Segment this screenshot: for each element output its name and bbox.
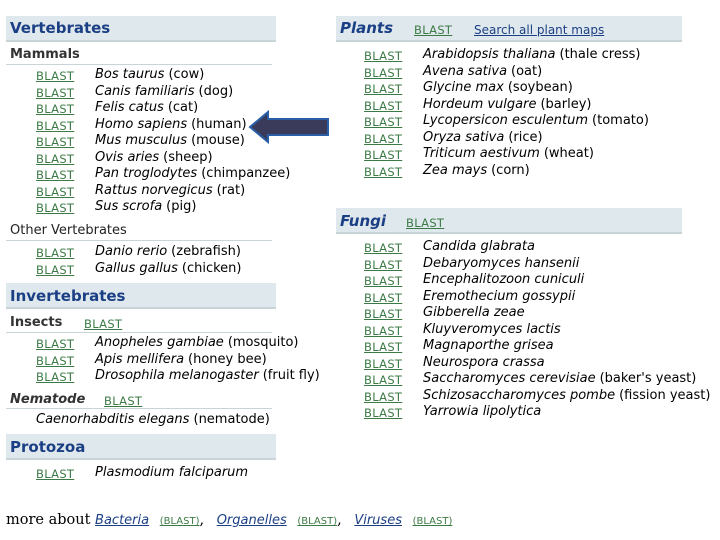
organism-scientific-name: Debaryomyces hansenii [423, 255, 580, 271]
organism-item[interactable] [423, 355, 545, 370]
blast-link[interactable]: BLAST [364, 98, 403, 113]
organism-common-name: (thale cress) [559, 47, 641, 62]
organism-scientific-name: Encephalitozoon cuniculi [423, 272, 585, 287]
organism-scientific-name: Mus musculus [95, 133, 188, 148]
organism-common-name: (sheep) [163, 149, 213, 165]
organism-common-name: (dog) [198, 83, 234, 99]
insects-label: Insects [10, 315, 63, 330]
organism-scientific-name: Bos taurus [95, 67, 165, 82]
footer-comma-1: , [199, 512, 205, 528]
blast-link[interactable]: BLAST [364, 131, 403, 146]
organism-scientific-name: Canis familiaris [95, 83, 195, 99]
organism-item[interactable] [423, 404, 541, 419]
organism-common-name: (wheat) [543, 146, 594, 161]
blast-link[interactable]: BLAST [36, 151, 75, 166]
organism-item[interactable] [423, 272, 584, 287]
fungi-title: Fungi [340, 212, 387, 230]
nematode-rule [6, 408, 272, 409]
organism-scientific-name: Zea mays [423, 162, 488, 178]
protozoa-title: Protozoa [10, 438, 86, 456]
blast-link[interactable]: BLAST [364, 65, 403, 80]
organism-item[interactable] [95, 352, 267, 367]
arrow-left-icon [248, 110, 332, 144]
blast-link[interactable]: BLAST [364, 49, 403, 63]
organism-item[interactable] [95, 183, 245, 198]
organism-scientific-name: Apis mellifera [95, 351, 185, 367]
organism-scientific-name: Kluyveromyces lactis [423, 321, 561, 337]
organism-item[interactable] [423, 130, 543, 145]
organism-scientific-name: Pan troglodytes [95, 166, 198, 181]
organism-scientific-name: Schizosaccharomyces pombe [423, 387, 616, 403]
blast-link[interactable]: BLAST [364, 241, 403, 255]
organism-item[interactable] [423, 47, 640, 62]
organism-item[interactable] [423, 289, 575, 304]
organism-common-name: (cow) [168, 67, 205, 82]
organism-common-name: (oat) [511, 63, 543, 79]
footer-links [6, 512, 452, 528]
organism-scientific-name: Gibberella zeae [423, 305, 525, 320]
organism-common-name: (fission yeast) [619, 387, 711, 403]
organism-item[interactable] [423, 371, 696, 386]
organism-common-name: (rat) [216, 182, 246, 198]
organism-scientific-name: Yarrowia lipolytica [423, 404, 542, 419]
blast-link[interactable]: BLAST [36, 467, 75, 481]
organism-scientific-name: Ovis aries [95, 149, 160, 165]
organism-common-name: (cat) [167, 100, 199, 115]
organism-item[interactable] [95, 166, 290, 181]
organism-item[interactable] [95, 84, 233, 99]
footer-prefix: more about [6, 512, 91, 528]
organism-item[interactable] [95, 335, 299, 350]
invertebrates-title: Invertebrates [10, 287, 126, 305]
blast-link[interactable]: BLAST [36, 168, 75, 182]
mammals-rule [6, 64, 272, 65]
blast-link[interactable]: BLAST [364, 389, 403, 404]
organism-item[interactable] [423, 64, 542, 79]
organism-common-name: (rice) [508, 129, 543, 145]
other-vertebrates-label: Other Vertebrates [10, 223, 127, 238]
mammals-label: Mammals [10, 47, 80, 62]
blast-link[interactable]: BLAST [36, 262, 75, 277]
blast-link[interactable]: BLAST [36, 337, 75, 351]
viruses-blast-link[interactable]: (BLAST) [412, 516, 453, 527]
organism-common-name: (barley) [540, 96, 592, 112]
bacteria-link[interactable]: Bacteria [95, 513, 150, 528]
organism-common-name: (chimpanzee) [201, 166, 291, 181]
organism-item[interactable] [423, 113, 649, 128]
nematode-item[interactable] [36, 412, 270, 427]
footer-comma-2: , [337, 512, 342, 528]
organism-scientific-name: Sus scrofa [95, 199, 163, 214]
blast-link[interactable]: BLAST [364, 307, 403, 321]
organism-item[interactable] [423, 80, 573, 95]
blast-link[interactable]: BLAST [364, 257, 403, 272]
organism-item[interactable] [95, 199, 196, 214]
organelles-link[interactable]: Organelles [216, 513, 287, 528]
organism-common-name: (mouse) [191, 133, 245, 148]
blast-link[interactable]: BLAST [364, 373, 403, 387]
organism-scientific-name: Arabidopsis thaliana [423, 47, 556, 62]
blast-link[interactable]: BLAST [364, 323, 403, 338]
organism-common-name: (human) [191, 116, 247, 132]
organism-item[interactable] [423, 388, 710, 403]
organism-item[interactable] [95, 67, 204, 82]
blast-link[interactable]: BLAST [36, 201, 75, 215]
nematode-sci: Caenorhabditis elegans [36, 412, 190, 427]
organism-scientific-name: Eremothecium gossypii [423, 288, 576, 304]
insects-blast-link[interactable]: BLAST [84, 317, 123, 331]
fungi-blast-link[interactable]: BLAST [406, 216, 445, 230]
organism-scientific-name: Oryza sativa [423, 129, 505, 145]
nematode-label: Nematode [10, 392, 86, 407]
organism-item[interactable] [95, 117, 247, 132]
nematode-common: (nematode) [193, 412, 270, 427]
organism-item[interactable] [423, 322, 561, 337]
insects-rule [6, 332, 272, 333]
blast-link[interactable]: BLAST [364, 148, 403, 162]
organism-scientific-name: Saccharomyces cerevisiae [423, 371, 596, 386]
blast-link[interactable]: BLAST [36, 370, 75, 384]
blast-link[interactable]: BLAST [36, 246, 75, 260]
organism-item[interactable] [95, 368, 320, 383]
organism-common-name: (baker's yeast) [599, 371, 697, 386]
blast-link[interactable]: BLAST [364, 356, 403, 371]
organelles-blast-link[interactable]: (BLAST) [297, 516, 338, 527]
organism-item[interactable] [95, 244, 241, 259]
organism-scientific-name: Candida glabrata [423, 239, 535, 254]
organism-item[interactable] [423, 146, 594, 161]
organism-item[interactable] [423, 256, 579, 271]
blast-link[interactable]: BLAST [36, 184, 75, 199]
blast-link[interactable]: BLAST [364, 82, 403, 96]
organism-scientific-name: Danio rerio [95, 244, 168, 259]
organism-common-name: (fruit fly) [262, 368, 320, 383]
organism-item[interactable] [423, 239, 535, 254]
blast-link[interactable]: BLAST [364, 274, 403, 288]
blast-link[interactable]: BLAST [36, 118, 75, 133]
organism-common-name: (corn) [491, 162, 530, 178]
plants-blast-link[interactable]: BLAST [414, 23, 453, 37]
organism-common-name: (tomato) [592, 113, 649, 128]
organism-item[interactable] [423, 305, 525, 320]
blast-link[interactable]: BLAST [364, 290, 403, 305]
other-vertebrates-rule [6, 240, 272, 241]
organism-common-name: (zebrafish) [171, 244, 241, 259]
organism-scientific-name: Gallus gallus [95, 260, 178, 276]
organism-item[interactable] [95, 150, 213, 165]
organism-common-name: (mosquito) [227, 335, 299, 350]
organism-scientific-name: Drosophila melanogaster [95, 368, 259, 383]
search-plant-maps-link[interactable]: Search all plant maps [474, 23, 605, 37]
viruses-link[interactable]: Viruses [354, 513, 402, 528]
blast-link[interactable]: BLAST [36, 69, 75, 83]
blast-link[interactable]: BLAST [364, 164, 403, 179]
organism-scientific-name: Neurospora crassa [423, 354, 545, 370]
organism-item[interactable] [95, 261, 241, 276]
organism-common-name: (chicken) [181, 260, 242, 276]
blast-link[interactable]: BLAST [36, 353, 75, 368]
organism-item[interactable] [423, 97, 591, 112]
fungi-header [336, 208, 682, 234]
organism-scientific-name: Anopheles gambiae [95, 335, 224, 350]
blast-link[interactable]: BLAST [36, 85, 75, 100]
organism-scientific-name: Hordeum vulgare [423, 96, 537, 112]
organism-item[interactable] [423, 338, 554, 353]
blast-link[interactable]: BLAST [36, 135, 75, 149]
blast-link[interactable]: BLAST [364, 406, 403, 420]
vertebrates-title: Vertebrates [10, 19, 111, 37]
organism-common-name: (honey bee) [188, 351, 267, 367]
organism-common-name: (soybean) [507, 80, 573, 95]
organism-scientific-name: Homo sapiens [95, 116, 188, 132]
organism-scientific-name: Rattus norvegicus [95, 182, 213, 198]
organism-scientific-name: Magnaporthe grisea [423, 338, 554, 353]
blast-link[interactable]: BLAST [364, 115, 403, 129]
organism-scientific-name: Lycopersicon esculentum [423, 113, 589, 128]
organism-scientific-name: Triticum aestivum [423, 146, 540, 161]
organism-item[interactable] [95, 133, 245, 148]
organism-scientific-name: Plasmodium falciparum [95, 465, 249, 480]
organism-item[interactable] [95, 100, 198, 115]
organism-scientific-name: Avena sativa [423, 63, 508, 79]
plants-title: Plants [340, 19, 394, 37]
bacteria-blast-link[interactable]: (BLAST) [159, 516, 200, 527]
organism-item[interactable] [95, 465, 248, 480]
organism-item[interactable] [423, 163, 530, 178]
organism-scientific-name: Felis catus [95, 100, 164, 115]
organism-scientific-name: Glycine max [423, 80, 504, 95]
organism-common-name: (pig) [166, 199, 197, 214]
blast-link[interactable]: BLAST [36, 102, 75, 116]
blast-link[interactable]: BLAST [364, 340, 403, 354]
nematode-blast-link[interactable]: BLAST [104, 394, 143, 408]
